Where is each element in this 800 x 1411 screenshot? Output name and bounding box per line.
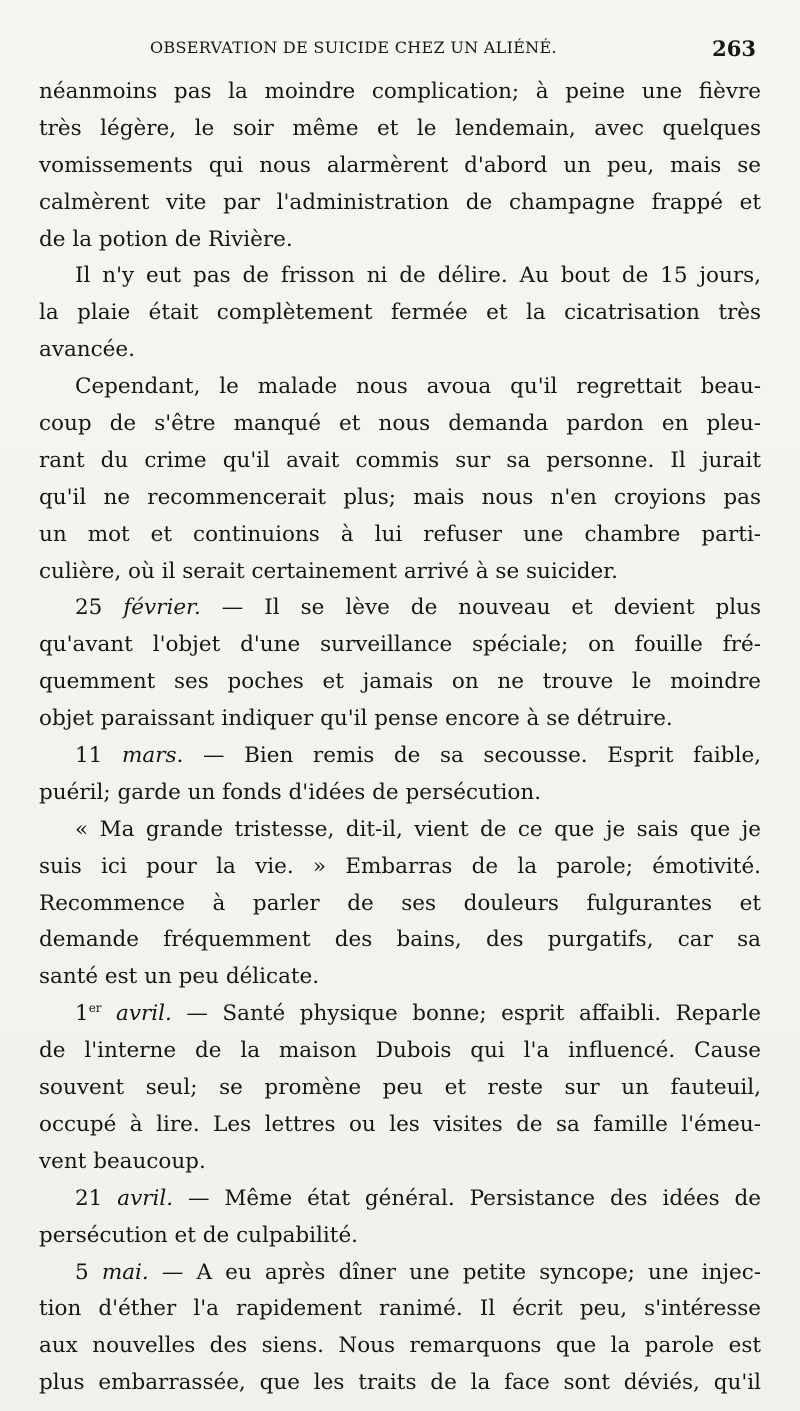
body-text: [39, 74, 761, 1402]
text-line: [39, 554, 761, 591]
line-text: très légère, le soir même et le lendemain, avec quelques: [39, 115, 761, 141]
line-text: de l'interne de la maison Dubois qui l'a influencé. Cause: [39, 1038, 761, 1064]
line-text: demande fréquemment des bains, des purgatifs, car sa: [39, 927, 761, 953]
text-line: [39, 443, 761, 480]
text-line: [39, 1291, 761, 1328]
running-title: OBSERVATION DE SUICIDE CHEZ UN ALIÉNÉ.: [150, 38, 557, 57]
line-text: de la potion de Rivière.: [39, 226, 293, 252]
text-line: [39, 775, 761, 812]
text-line: [39, 480, 761, 517]
line-text: quemment ses poches et jamais on ne trouve le moindre: [39, 669, 761, 695]
text-line: [39, 1328, 761, 1365]
date-number: 1: [75, 1001, 89, 1027]
text-line: [39, 959, 761, 996]
line-text: coup de s'être manqué et nous demanda pardon en pleu-: [39, 411, 761, 437]
date-month: février.: [123, 595, 201, 621]
text-line: [39, 1107, 761, 1144]
line-text: — Même état général. Persistance des idées de: [173, 1185, 761, 1211]
text-line: [39, 627, 761, 664]
line-text: rant du crime qu'il avait commis sur sa personne. Il jurait: [39, 447, 761, 473]
line-text: puéril; garde un fonds d'idées de persécution.: [39, 779, 542, 805]
line-text: un mot et continuions à lui refuser une chambre parti-: [39, 521, 761, 547]
line-text: qu'avant l'objet d'une surveillance spéciale; on fouille fré-: [39, 632, 761, 658]
date-number: 11: [75, 743, 122, 769]
date-month: mars.: [121, 743, 184, 769]
line-text: suis ici pour la vie. » Embarras de la parole; émotivité.: [39, 853, 761, 879]
line-text: aux nouvelles des siens. Nous remarquons que la parole est: [39, 1333, 761, 1359]
date-month: avril.: [101, 1001, 172, 1027]
line-text: Il n'y eut pas de frisson ni de délire. Au bout de 15 jours,: [75, 263, 761, 289]
text-line: [39, 922, 761, 959]
line-text: — Santé physique bonne; esprit affaibli. Reparle: [171, 1001, 761, 1027]
text-line: [39, 590, 761, 627]
text-line: [39, 148, 761, 185]
line-text: vent beaucoup.: [39, 1148, 206, 1174]
line-text: souvent seul; se promène peu et reste sur un fauteuil,: [39, 1075, 761, 1101]
text-line: [39, 332, 761, 369]
line-text: culière, où il serait certainement arrivé à se suicider.: [39, 558, 618, 584]
text-line: [39, 849, 761, 886]
text-line: [39, 74, 761, 111]
line-text: néanmoins pas la moindre complication; à peine une fièvre: [39, 79, 761, 104]
page-header: [150, 38, 760, 68]
line-text: vomissements qui nous alarmèrent d'abord un peu, mais se: [39, 152, 761, 178]
text-line: [39, 295, 761, 332]
text-line: [39, 701, 761, 738]
line-text: Cependant, le malade nous avoua qu'il regrettait beau-: [75, 374, 761, 400]
date-month: mai.: [101, 1259, 149, 1285]
text-line: [39, 1365, 761, 1402]
line-text: la plaie était complètement fermée et la cicatrisation très: [39, 300, 761, 326]
date-number: 25: [75, 595, 124, 621]
text-line: [39, 1033, 761, 1070]
line-text: — Il se lève de nouveau et devient plus: [200, 595, 761, 621]
line-text: persécution et de culpabilité.: [39, 1222, 359, 1248]
date-superscript: er: [88, 1001, 102, 1016]
text-line: [39, 517, 761, 554]
line-text: avancée.: [39, 337, 135, 363]
text-line: [39, 1181, 761, 1218]
date-number: 21: [75, 1185, 118, 1211]
text-line: [39, 369, 761, 406]
line-text: — Bien remis de sa secousse. Esprit faible,: [183, 743, 761, 769]
text-line: [39, 738, 761, 775]
text-line: [39, 258, 761, 295]
line-text: « Ma grande tristesse, dit-il, vient de ce que je sais que je: [75, 816, 761, 842]
text-line: [39, 1070, 761, 1107]
line-text: occupé à lire. Les lettres ou les visites de sa famille l'émeu-: [39, 1111, 761, 1137]
text-line: [39, 111, 761, 148]
text-line: [39, 664, 761, 701]
line-text: calmèrent vite par l'administration de champagne frappé et: [39, 189, 761, 215]
line-text: plus embarrassée, que les traits de la face sont déviés, qu'il: [39, 1370, 761, 1396]
text-line: [39, 996, 761, 1033]
text-line: [39, 1218, 761, 1255]
text-line: [39, 185, 761, 222]
line-text: — A eu après dîner une petite syncope; une injec-: [148, 1259, 761, 1285]
date-number: 5: [75, 1259, 102, 1285]
line-text: objet paraissant indiquer qu'il pense encore à se détruire.: [39, 706, 673, 732]
text-line: [39, 1255, 761, 1292]
text-line: [39, 406, 761, 443]
date-month: avril.: [117, 1185, 174, 1211]
page-number: 263: [712, 36, 756, 61]
line-text: Recommence à parler de ses douleurs fulgurantes et: [39, 890, 761, 916]
line-text: santé est un peu délicate.: [39, 964, 320, 990]
text-line: [39, 1144, 761, 1181]
line-text: qu'il ne recommencerait plus; mais nous n'en croyions pas: [39, 484, 761, 510]
text-line: [39, 222, 761, 259]
text-line: [39, 886, 761, 923]
line-text: tion d'éther l'a rapidement ranimé. Il écrit peu, s'intéresse: [39, 1296, 761, 1322]
text-line: [39, 812, 761, 849]
